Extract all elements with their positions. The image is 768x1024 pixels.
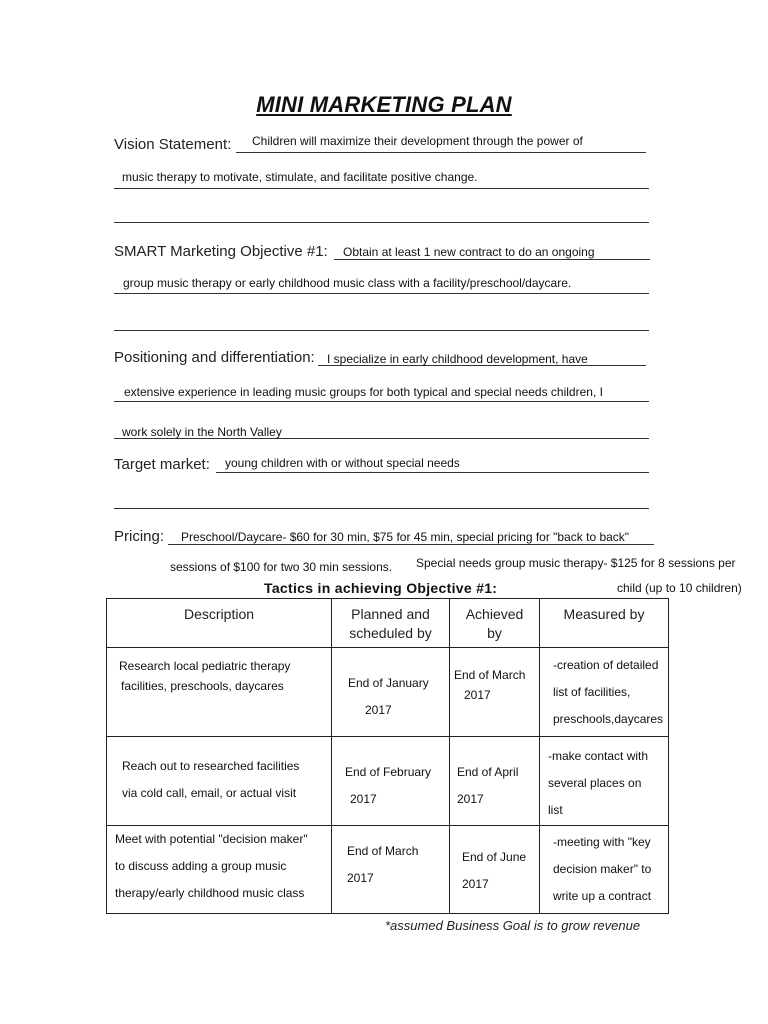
- row-3-desc-line-2: to discuss adding a group music: [115, 859, 287, 873]
- header-achieved-line-2: by: [487, 625, 502, 641]
- header-planned: [332, 599, 450, 648]
- row-2-achieved[interactable]: [450, 737, 540, 826]
- row-3-measured-line-1: -meeting with "key: [553, 835, 651, 849]
- row-2-achieved-line-2: 2017: [457, 792, 484, 806]
- row-2-planned[interactable]: [332, 737, 450, 826]
- row-1-planned-line-2: 2017: [365, 703, 392, 717]
- objective-text-2[interactable]: group music therapy or early childhood music class with a facility/preschool/daycare.: [123, 276, 572, 290]
- positioning-rule-2: [114, 401, 649, 402]
- row-2-desc-line-2: via cold call, email, or actual visit: [122, 786, 297, 800]
- row-3-desc-line-3: therapy/early childhood music class: [115, 886, 305, 900]
- header-measured-label: Measured by: [563, 606, 645, 622]
- page-title: MINI MARKETING PLAN: [256, 92, 512, 117]
- row-3-planned-line-1: End of March: [347, 844, 419, 858]
- vision-text-1[interactable]: Children will maximize their development through the power of: [252, 134, 583, 148]
- row-3-achieved-line-2: 2017: [462, 877, 489, 891]
- row-3-measured-line-3: write up a contract: [553, 889, 652, 903]
- pricing-rule-1: [168, 544, 654, 545]
- tactics-title: Tactics in achieving Objective #1:: [264, 580, 498, 596]
- row-1-achieved-line-2: 2017: [464, 688, 491, 702]
- objective-text-1[interactable]: Obtain at least 1 new contract to do an ongoing: [343, 245, 595, 259]
- row-2-planned-line-2: 2017: [350, 792, 377, 806]
- target-text-1[interactable]: young children with or without special needs: [225, 456, 460, 470]
- pricing-text-1[interactable]: Preschool/Daycare- $60 for 30 min, $75 for 45 min, special pricing for "back to back": [181, 530, 630, 544]
- row-2-measured-line-2: several places on: [548, 776, 642, 790]
- row-1-achieved[interactable]: [450, 648, 540, 737]
- row-3-planned[interactable]: [332, 826, 450, 914]
- objective-rule-3: [114, 330, 649, 331]
- positioning-text-2[interactable]: extensive experience in leading music groups for both typical and special needs children, I: [124, 385, 603, 399]
- pricing-special-needs-2[interactable]: child (up to 10 children): [617, 581, 742, 595]
- table-row: [107, 648, 669, 737]
- positioning-label: Positioning and differentiation:: [114, 349, 315, 366]
- header-planned-line-2: scheduled by: [349, 625, 432, 641]
- row-1-measured-line-3: preschools,daycares: [553, 712, 664, 726]
- row-1-desc-line-1: Research local pediatric therapy: [119, 659, 291, 673]
- row-1-planned[interactable]: [332, 648, 450, 737]
- objective-label: SMART Marketing Objective #1:: [114, 243, 328, 260]
- row-2-desc-line-1: Reach out to researched facilities: [122, 759, 300, 773]
- target-label: Target market:: [114, 456, 210, 473]
- row-1-planned-line-1: End of January: [348, 676, 429, 690]
- row-3-planned-line-2: 2017: [347, 871, 374, 885]
- row-3-achieved[interactable]: [450, 826, 540, 914]
- objective-rule-1: [334, 259, 650, 260]
- pricing-label: Pricing:: [114, 528, 165, 545]
- row-3-desc-line-1: Meet with potential "decision maker": [115, 832, 308, 846]
- header-description: [107, 599, 332, 648]
- vision-rule-2: [114, 188, 649, 189]
- row-2-measured-line-1: -make contact with: [548, 749, 649, 763]
- row-2-description[interactable]: [107, 737, 332, 826]
- row-2-planned-line-1: End of February: [345, 765, 432, 779]
- row-2-achieved-line-1: End of April: [457, 765, 519, 779]
- target-rule-2: [114, 508, 649, 509]
- table-row: [107, 737, 669, 826]
- header-planned-line-1: Planned and: [351, 606, 430, 622]
- row-1-measured-line-2: list of facilities,: [553, 685, 631, 699]
- header-achieved-line-1: Achieved: [465, 606, 524, 622]
- row-1-measured-line-1: -creation of detailed: [553, 658, 659, 672]
- header-achieved: [450, 599, 540, 648]
- target-rule-1: [216, 472, 649, 473]
- tactics-table: [106, 598, 669, 914]
- row-1-measured[interactable]: [540, 648, 669, 737]
- pricing-text-2[interactable]: sessions of $100 for two 30 min sessions.: [170, 560, 393, 574]
- objective-rule-2: [114, 293, 649, 294]
- positioning-text-1[interactable]: I specialize in early childhood development, have: [327, 352, 588, 366]
- header-measured: [540, 599, 669, 648]
- row-3-measured[interactable]: [540, 826, 669, 914]
- row-1-description[interactable]: [107, 648, 332, 737]
- footnote: *assumed Business Goal is to grow revenue: [385, 918, 641, 933]
- row-1-achieved-line-1: End of March: [454, 668, 526, 682]
- vision-rule-1: [236, 152, 646, 153]
- tactics-header-row: [107, 599, 669, 648]
- positioning-text-3[interactable]: work solely in the North Valley: [122, 425, 282, 439]
- row-1-desc-line-2: facilities, preschools, daycares: [121, 679, 284, 693]
- vision-label: Vision Statement:: [114, 136, 232, 153]
- pricing-special-needs-1[interactable]: Special needs group music therapy- $125 for 8 sessions per: [416, 556, 736, 570]
- row-2-measured-line-3: list: [548, 803, 563, 817]
- vision-rule-3: [114, 222, 649, 223]
- row-3-achieved-line-1: End of June: [462, 850, 527, 864]
- row-2-measured[interactable]: [540, 737, 669, 826]
- header-description-label: Description: [183, 606, 255, 622]
- vision-text-2[interactable]: music therapy to motivate, stimulate, and facilitate positive change.: [122, 170, 478, 184]
- table-row: [107, 826, 669, 914]
- row-3-description[interactable]: [107, 826, 332, 914]
- row-3-measured-line-2: decision maker" to: [553, 862, 652, 876]
